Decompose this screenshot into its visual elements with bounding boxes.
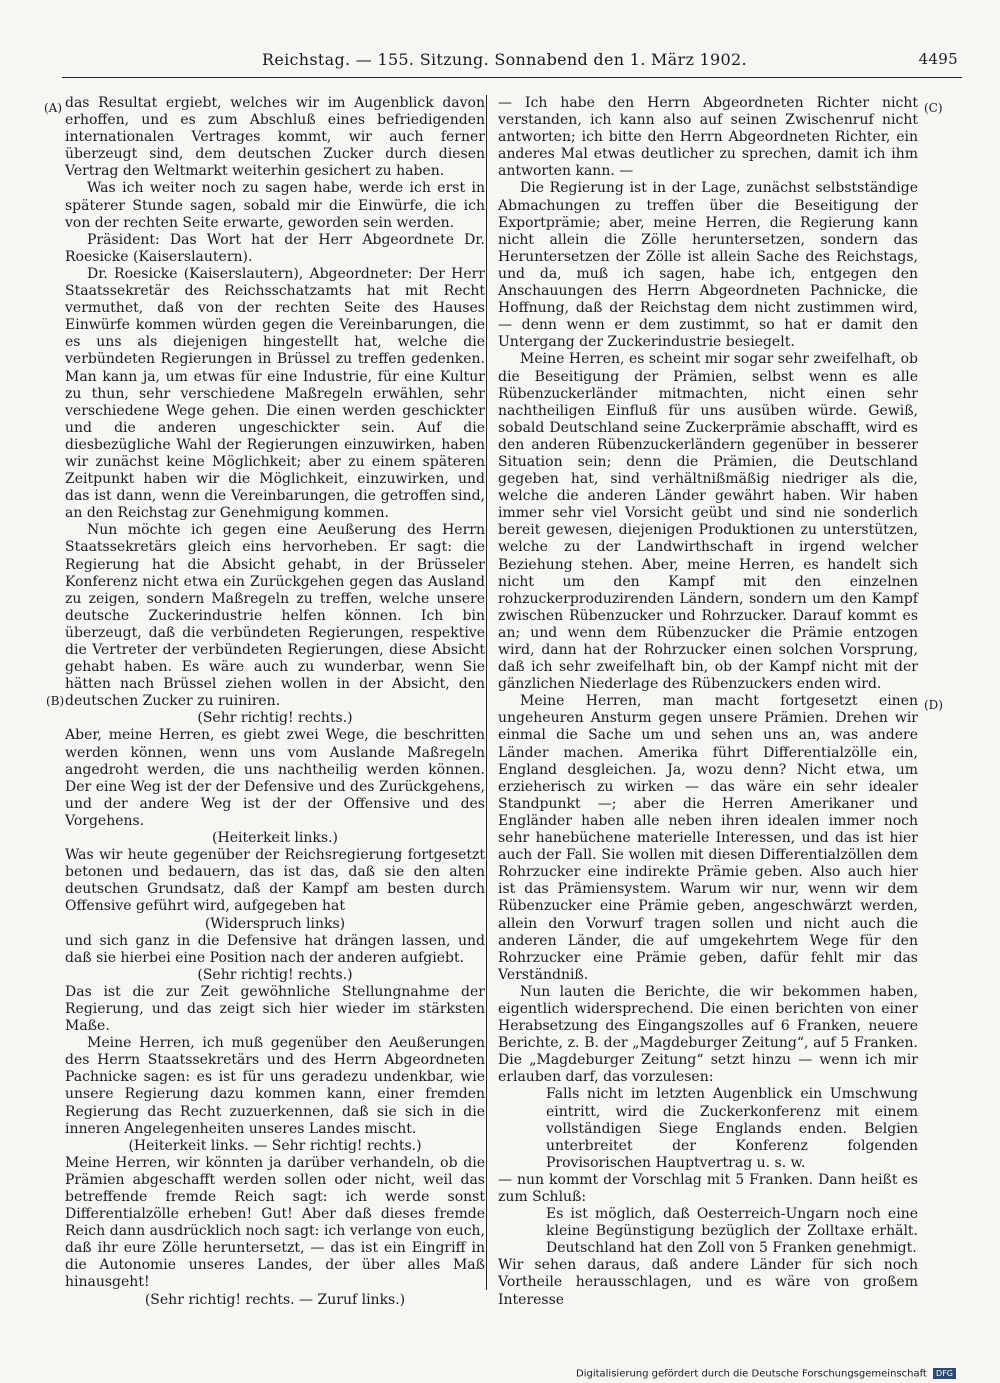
paragraph: Meine Herren, ich muß gegenüber den Aeußerungen des Herrn Staatssekretärs und des Herrn Abgeordneten Pachnicke sagen: es ist für uns geradezu undenkbar, wie unsere Regierung dazu kommen kann, einer fremden Regierung das Recht zuzuerkennen, daß sie sich in die inneren Angelegenheiten unseres Landes mischt. [65,1035,485,1137]
paragraph: Falls nicht im letzten Augenblick ein Umschwung eintritt, wird die Zuckerkonferenz mit einem vollständigen Siege Englands enden. Belgien unterbreitet der Konferenz folgenden Provisorischen Hauptvertrag u. s. w. [546,1086,918,1171]
dfg-logo: DFG [933,1368,956,1379]
paragraph: (Sehr richtig! rechts.) [197,710,353,727]
right-column [498,95,918,1308]
header-title: Reichstag. — 155. Sitzung. Sonnabend den 1. März 1902. [262,50,747,69]
paragraph: Aber, meine Herren, es giebt zwei Wege, die beschritten werden können, wenn uns vom Auslande Maßregeln angedroht werden, die uns nachtheilig werden können. Der eine Weg ist der der Defensive und des Zurückgehens, und der andere Weg ist der der Offensive und des Vorgehens. [65,727,485,829]
paragraph: (Heiterkeit links.) [212,830,338,847]
paragraph: Es ist möglich, daß Oesterreich-Ungarn noch eine kleine Begünstigung bezüglich der Zolltaxe erhält. Deutschland hat den Zoll von 5 Franken genehmigt. [546,1206,918,1257]
paragraph: Wir sehen daraus, daß andere Länder für sich noch Vortheile herausschlagen, und es wäre von großem Interesse [498,1257,918,1308]
paragraph: (Sehr richtig! rechts.) [197,966,353,983]
paragraph: Was ich weiter noch zu sagen habe, werde ich erst in späterer Stunde sagen, sobald mir die Einwürfe, die ich von der rechten Seite erwarte, geworden sein werden. [65,180,485,231]
paragraph: Nun lauten die Berichte, die wir bekommen haben, eigentlich widersprechend. Die einen berichten von einer Herabsetzung des Eingangszolles auf 6 Franken, neuere Berichte, z. B. der „Magdeburger Zeitung“, auf 5 Franken. Die „Magdeburger Zeitung“ setzt hinzu — wenn ich mir erlauben darf, das vorzulesen: [498,983,918,1086]
left-column [65,95,485,1308]
page-number: 4495 [918,50,958,68]
header-rule [62,77,962,78]
paragraph: Das ist die zur Zeit gewöhnliche Stellungnahme der Regierung, und das zeigt sich hier wieder im stärksten Maße. [65,983,485,1035]
margin-marker-a: (A) [44,101,63,115]
column-divider [486,95,487,1290]
paragraph: Meine Herren, man macht fortgesetzt einen ungeheuren Ansturm gegen unsere Prämien. Drehen wir einmal die Sache um und sehen uns an, was andere Länder machen. Amerika führt Differentialzölle ein, England desgleichen. Ja, wozu denn? Nicht etwa, um erzieherisch zu wirken — das wäre ein sehr idealer Standpunkt —; aber die Herren Amerikaner und Engländer haben alle neben ihren idealen immer noch sehr hanebüchene materielle Interessen, und das ist hier auch der Fall. Sie wollen mit diesen Differentialzöllen dem Rohrzucker eine indirekte Prämie geben. Also auch hier ist das Prämiensystem. Warum wir nur, wenn wir dem Rübenzucker eine Prämie geben, angeschwärzt werden, allein den Vorwurf tragen sollen und nicht auch die anderen Länder, die auf umgekehrtem Wege für den Rohrzucker eine Prämie geben, dafür fehlt mir das Verständniß. [498,693,918,983]
paragraph: — nun kommt der Vorschlag mit 5 Franken. Dann heißt es zum Schluß: [498,1171,918,1205]
paragraph: (Heiterkeit links. — Sehr richtig! rechts.) [128,1137,422,1154]
paragraph: Präsident: Das Wort hat der Herr Abgeordnete Dr. Roesicke (Kaiserslautern). [65,231,485,265]
paragraph: das Resultat ergiebt, welches wir im Augenblick davon erhoffen, und es zum Abschluß eines befriedigenden internationalen Vertrages kommt, wir auch ferner überzeugt sind, dem deutschen Zucker durch diesen Vertrag den Weltmarkt weiterhin gesichert zu haben. [65,95,485,180]
margin-marker-c: (C) [924,101,943,115]
paragraph: Was wir heute gegenüber der Reichsregierung fortgesetzt betonen und bedauern, das ist das, daß sie den alten deutschen Grundsatz, daß der Kampf am besten durch Offensive geführt wird, aufgegeben hat [65,847,485,915]
margin-marker-d: (D) [924,698,943,712]
paragraph: Die Regierung ist in der Lage, zunächst selbstständige Abmachungen zu treffen über die Beseitigung der Exportprämie; aber, meine Herren, die Regierung kann nicht allein die Zölle heruntersetzen, sondern das Heruntersetzen der Zölle ist allein Sache des Reichstags, und da, muß ich sagen, habe ich, entgegen den Anschauungen des Herrn Abgeordneten Pachnicke, die Hoffnung, daß der Reichstag dem nicht zustimmen wird, — denn wenn er dem zustimmt, so hat er damit den Untergang der Zuckerindustrie besiegelt. [498,180,918,351]
running-header [62,50,958,72]
footer-text: Digitalisierung gefördert durch die Deutsche Forschungsgemeinschaft [576,1368,927,1380]
margin-marker-b: (B) [46,694,65,708]
paragraph: (Widerspruch links) [204,915,346,932]
paragraph: Meine Herren, es scheint mir sogar sehr zweifelhaft, ob die Beseitigung der Prämien, selbst wenn es alle Rübenzuckerländer mitmachten, nicht einen sehr nachtheiligen Einfluß für uns ausüben würde. Gewiß, sobald Deutschland seine Zuckerprämie abschafft, wird es den anderen Rübenzuckerländern gegenüber in besserer Situation sein; denn die Prämien, die Deutschland gegeben hat, sind verhältnißmäßig niedriger als die, welche die anderen Länder gewährt haben. Wir haben immer sehr viel Vorsicht geübt und sind nie sonderlich bereit gewesen, diejenigen Produktionen zu unterstützen, welche zu der Landwirthschaft in irgend welcher Beziehung stehen. Aber, meine Herren, es handelt sich nicht um den Kampf mit den einzelnen rohzuckerproduzirenden Ländern, sondern um den Kampf zwischen Rübenzucker und Rohrzucker. Darauf kommt es an; und wenn dem Rübenzucker die Prämie entzogen wird, dann hat der Rohrzucker einen solchen Vorsprung, daß ich sehr zweifelhaft bin, ob der Kampf nicht mit der gänzlichen Niederlage des Rübenzuckers enden wird. [498,351,918,693]
footer-credit [576,1368,956,1380]
paragraph: Dr. Roesicke (Kaiserslautern), Abgeordneter: Der Herr Staatssekretär des Reichsschatzamts hat mit Recht vermuthet, daß von der rechten Seite des Hauses Einwürfe kommen würden gegen die Vereinbarungen, die es uns als diejenigen hingestellt hat, welche die verbündeten Regierungen in Brüssel zu treffen gedenken. Man kann ja, um etwas für eine Industrie, für eine Kultur zu thun, sehr verschiedene Maßregeln erwählen, sehr verschiedene Wege gehen. Die einen werden geschickter und die anderen ungeschickter sein. Auf die diesbezügliche Wahl der Regierungen einzuwirken, haben wir zunächst keine Möglichkeit; aber zu einem späteren Zeitpunkt haben wir die Möglichkeit, einzuwirken, und das ist dann, wenn die Vereinbarungen, die getroffen sind, an den Reichstag zur Genehmigung kommen. [65,265,485,522]
paragraph: Meine Herren, wir könnten ja darüber verhandeln, ob die Prämien abgeschafft werden sollen oder nicht, weil das betreffende fremde Reich sagt: ich werde sonst Differentialzölle erheben! Gut! Aber daß dieses fremde Reich dann ausdrücklich noch sagt: ich verlange von euch, daß ihr eure Zölle heruntersetzt, — das ist ein Eingriff in die Autonomie unseres Landes, der über alles Maß hinausgeht! [65,1154,485,1291]
paragraph: (Sehr richtig! rechts. — Zuruf links.) [144,1291,406,1308]
paragraph: — Ich habe den Herrn Abgeordneten Richter nicht verstanden, ich kann also auf seinen Zwischenruf nicht antworten; ich bitte den Herrn Abgeordneten Richter, ein anderes Mal etwas deutlicher zu sprechen, damit ich ihm antworten kann. — [498,95,918,180]
paragraph: und sich ganz in die Defensive hat drängen lassen, und daß sie hierbei eine Position nach der anderen aufgiebt. [65,932,485,966]
paragraph: Nun möchte ich gegen eine Aeußerung des Herrn Staatssekretärs gleich eins hervorheben. Er sagt: die Regierung hat die Absicht gehabt, in der Brüsseler Konferenz nicht etwa ein Zurückgehen gegen das Ausland zu zeigen, sondern Maßregeln zu treffen, welche unsere deutsche Zuckerindustrie helfen können. Ich bin überzeugt, daß die verbündeten Regierungen, respektive die Vertreter der verbündeten Regierungen, diese Absicht gehabt haben. Es wäre auch zu wunderbar, wenn Sie hätten nach Brüssel ziehen wollen in der Absicht, den deutschen Zucker zu ruiniren. [65,522,485,710]
